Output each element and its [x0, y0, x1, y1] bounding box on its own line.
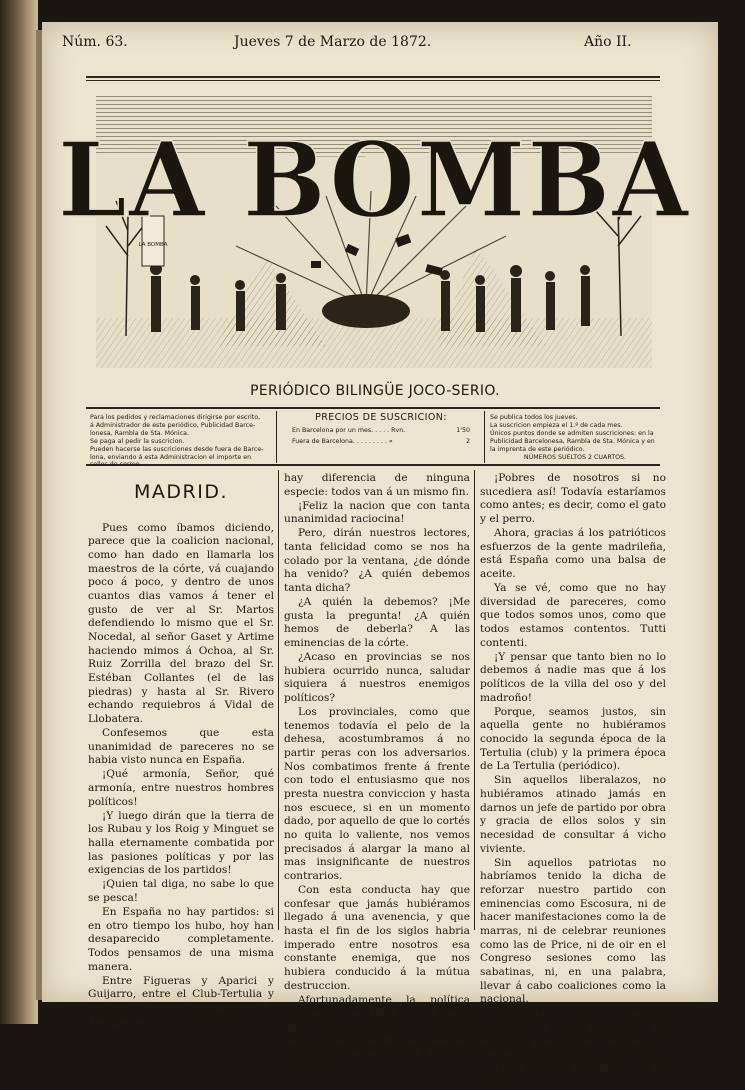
info-line: Se publica todos los jueves.: [490, 414, 578, 421]
info-line: á Administrador de este periódico, Publicidad Barce-: [90, 421, 256, 429]
newspaper-subtitle: PERIÓDICO BILINGÜE JOCO-SERIO.: [250, 383, 500, 399]
article-paragraph: Ahora, gracias á los patrióticos esfuerzos de la gente madrileña, está España como una balsa de aceite.: [480, 527, 666, 580]
article-column-2: [284, 472, 470, 1074]
masthead-illustration: [57, 96, 691, 368]
info-line: sellos de correo.: [90, 461, 142, 469]
info-top-rule: [86, 407, 660, 409]
article-paragraph: ¿Acaso en provincias se nos hubiera ocurrido nunca, saludar siquiera á nuestros enemigos políticos?: [284, 651, 470, 705]
article-paragraph: Confesemos que esta unanimidad de pareceres no se habia visto nunca en España.: [88, 726, 274, 767]
issue-year: Año II.: [584, 34, 632, 50]
article-paragraph: ¡Pobres de nosotros si no sucediera así! Todavía estaríamos como antes; es decir, como el gato y el perro.: [480, 472, 666, 525]
article-paragraph: En España no hay partidos: si en otro tiempo los hubo, hoy han desaparecido completamente. Todos pensamos de una misma manera.: [88, 905, 274, 973]
info-line: Únicos puntos donde se admiten suscriciones: en la: [490, 429, 654, 437]
article-paragraph: En la vecina república, se ha dicho: [480, 1062, 666, 1088]
info-line: Se paga al pedir la suscricion.: [90, 437, 185, 445]
article-paragraph: Con esta conducta hay que confesar que jamás hubiéramos llegado á una avenencia, y que hasta el fin de los siglos habria imperado entre nosotros esa constante enemiga, que nos hubiera conducido á la mútua destruccion.: [284, 884, 470, 992]
info-line: La suscricion empieza el 1.º de cada mes.: [490, 421, 623, 429]
info-line: NÚMEROS SUELTOS 2 CUARTOS.: [523, 453, 627, 461]
price-value: 1'50: [456, 426, 470, 434]
price-value: 2: [465, 437, 470, 445]
article-paragraph: ¡Y pensar que tanto bien no lo debemos á nadie mas que á los políticos de la villa del oso y del madroño!: [480, 650, 666, 704]
article-paragraph: ¡Qué armonía, Señor, qué armonía, entre nuestros hombres políticos!: [88, 768, 274, 808]
article-paragraph: Sin aquellos patriotas no habríamos tenido la dicha de reforzar nuestro partido con eminencias como Escosura, ni de hacer manifestaciones como la de marras, ni de celebrar reuniones como las de Price, ni de oir en el Congreso sesiones como las sabatinas, ni, en una palabra, llevar á cabo coaliciones como la nacional.: [480, 856, 666, 1006]
header-rule-thin: [86, 80, 660, 81]
info-divider-1: [276, 411, 277, 463]
issue-number: Núm. 63.: [62, 34, 128, 50]
article-column-3: [480, 472, 666, 1088]
article-paragraph: Los provinciales, como que tenemos todavía el pelo de la dehesa, acostumbramos á no partir peras con los adversarios. Nos combatimos frente á frente con todo el entusiasmo que nos presta nuestra conviccion y hasta nos escuece, si en un momento dado, por aquello de que lo cortés no quita lo valiente, nos vemos precisados á alargar la mano al mas insignificante de nuestros contrarios.: [284, 706, 470, 882]
article-paragraph: ¡Feliz la nacion que con tanta unanimidad raciocina!: [284, 499, 470, 526]
article-heading: MADRID.: [134, 481, 228, 503]
price-row: [292, 425, 470, 436]
article-paragraph: ¡Y luego dirán que la tierra de los Rubau y los Roig y Minguet se halla eternamente combatida por las pasiones políticas y por las exigencias de los partidos!: [88, 809, 274, 877]
info-line: lonesa, Rambla de Sta. Mónica.: [90, 429, 189, 437]
article-paragraph: ¡Calculad, pues, amables lectores, si son pequeños los servicios que nos han prestado los amigos de la córte!: [480, 1007, 666, 1061]
price-label: En Barcelona por un mes. . . . . Rvn.: [292, 426, 406, 434]
article-paragraph: Ya se vé, como que no hay diversidad de pareceres, como que todos somos unos, como que todos estamos contentos. Tutti contenti.: [480, 582, 666, 649]
bomba-sign-text: LA BOMBA: [138, 242, 168, 248]
book-spine: [0, 0, 38, 1024]
article-paragraph: hay diferencia de ninguna especie: todos van á un mismo fin.: [284, 472, 470, 498]
masthead-engraving: [57, 96, 691, 368]
info-line: Publicidad Barcelonesa, Rambla de Sta. Mónica y en: [490, 437, 655, 445]
article-paragraph: Sin aquellos liberalazos, no hubiéramos atinado jamás en darnos un jefe de partido por obra y gracia de ellos solos y sin necesidad de consultar á vicho viviente.: [480, 774, 666, 855]
info-line: Pueden hacerse las suscriciones desde fuera de Barce-: [90, 445, 264, 453]
article-column-1: [88, 472, 274, 1028]
article-paragraph: Afortunadamente la política provincial no tiene en España importancia alguna, y solo la política de Madrid adquiere en esta tierra la autoridad de cosa juzgada.: [284, 993, 470, 1074]
column-divider-2: [474, 470, 475, 930]
info-divider-2: [484, 411, 485, 463]
article-paragraph: Pues como íbamos diciendo, parece que la coalicion nacional, como han dado en llamarla los maestros de la córte, vá cuajando poco á poco, y dentro de unos cuantos dias vamos á tener el gusto de ver al Sr. Martos defendiendo lo mismo que el Sr. Nocedal, al señor Gaset y Artime haciendo mimos á Ochoa, al Sr. Ruiz Zorrilla del brazo del Sr. Estéban Collantes (el de las piedras) y hasta al Sr. Rivero echando requiebros á Vidal de Llobatera.: [88, 521, 274, 725]
prices-title: PRECIOS DE SUSCRICION:: [315, 412, 447, 423]
article-paragraph: ¿A quién la debemos? ¡Me gusta la pregunta! ¿A quién hemos de deberla? A las eminencias de la córte.: [284, 596, 470, 650]
info-publication-notes: [490, 414, 660, 462]
issue-date: Jueves 7 de Marzo de 1872.: [234, 34, 432, 50]
info-subscription-terms: [90, 414, 273, 469]
column-divider-1: [278, 470, 279, 930]
price-row: [292, 436, 470, 447]
masthead-title: LA BOMBA: [57, 119, 691, 241]
article-paragraph: Entre Figueras y Aparici y Guijarro, entre el Club-Tertulia y los neos, entre El Imparcial y El Tiempo, no: [88, 974, 274, 1028]
info-line: la imprenta de este periódico.: [490, 445, 585, 453]
price-label: Fuera de Barcelona. . . . . . . . . »: [292, 437, 393, 445]
header-rule: [86, 76, 660, 78]
article-paragraph: Pero, dirán nuestros lectores, tanta felicidad como se nos ha colado por la ventana, ¿de dónde ha venido? ¿A quién debemos tanta dicha?: [284, 527, 470, 595]
info-line: lona, enviando á esta Administracion el importe en: [90, 453, 252, 461]
article-paragraph: ¡Quien tal diga, no sabe lo que se pesca!: [88, 878, 274, 904]
article-paragraph: Porque, seamos justos, sin aquella gente no hubiéramos conocido la segunda época de la Tertulia (club) y la primera época de La Tertulia (periódico).: [480, 705, 666, 773]
issue-header: [62, 34, 654, 74]
subscription-prices: [292, 414, 470, 462]
info-line: Para los pedidos y reclamaciones dirigirse por escrito,: [90, 414, 261, 421]
